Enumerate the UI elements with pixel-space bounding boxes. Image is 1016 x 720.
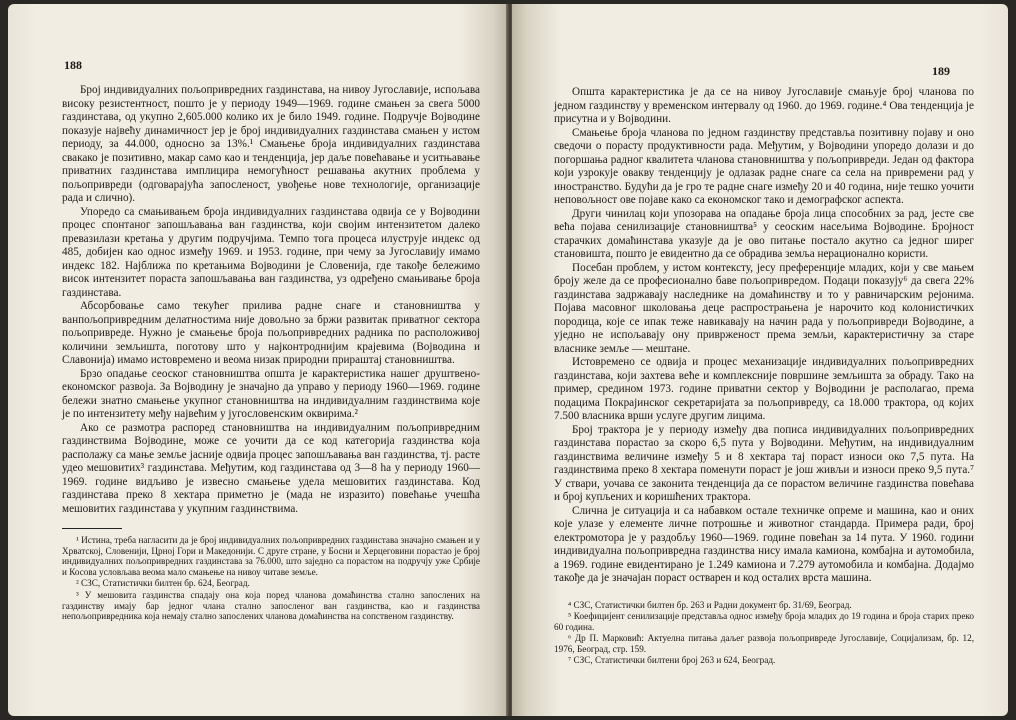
right-paragraph-5: Истовремено се одвија и процес механизације индивидуалних пољопривредних газдинстава, који захтева веће и комплексније површине земљишта за обраду. Тако на пример, средином 1973. године приватни сектор у Војводини је располагао, према подацима Покрајинског секретаријата за пољопривреду, са 18.000 трактора, од којих 7.500 власника врши услуге другим лицима. (554, 356, 974, 422)
left-page-body (62, 84, 480, 623)
left-paragraph-1: Број индивидуалних пољопривредних газдинстава, на нивоу Југославије, испољава високу резистентност, пошто је у периоду 1949—1969. године смањен за свега 5000 газдинстава, од укупно 2,605.000 колико их је било 1949. године. Подручје Војводине показује највећу динамичност јер је број индивидуалних газдинстава смањен у истом периоду, за 44.000, односно за 13%.¹ Смањење броја индивидуалних газдинстава свакако је позитивно, макар само као и тенденција, јер даље повећавање и уситњавање приватних газдинстава имплицира немогућност решавања акутних проблема у пољопривреди (одговарајућа запосленост, увођење нове технологије, организације рада и слично). (62, 84, 480, 204)
footnote-5: ⁵ Коефицијент сенилизације представља однос између броја младих до 19 година и броја старих преко 60 година. (554, 611, 974, 632)
right-footnotes (554, 600, 974, 667)
footnote-7: ⁷ СЗС, Статистички билтени број 263 и 624, Београд. (568, 655, 776, 666)
right-paragraph-3: Други чинилац који упозорава на опадање броја лица способних за рад, јесте све већа појава сенилизације становништва⁵ у сеоским насељима Војводине. Бројност старачких домаћинстава указује да је ово питање постало акутно са једног ширег становишта, пошто је евидентно да се обрадива земља нерационално користи. (554, 207, 974, 260)
footnote-2: ² СЗС, Статистички билтен бр. 624, Београд. (76, 578, 250, 589)
right-paragraph-1: Општа карактеристика је да се на нивоу Југославије смањује број чланова по једном газдинству у временском интервалу од 1960. до 1969. године.⁴ Ова тенденција је присутна и у Војводини. (554, 86, 974, 125)
right-page-body (554, 86, 974, 667)
page-number-left: 188 (64, 58, 82, 72)
left-paragraph-5: Ако се размотра распоред становништва на индивидуалним пољопривредним газдинствима Војводине, може се уочити да се код категорија газдинства која располажу са мање земље јасније одвија процес запошљавања ван газдинства, тј. расте удео мешовитих³ газдинстава. Међутим, код газдинстава од 3—8 ha у периоду 1960—1969. године видљиво је извесно смањење удела мешовитих газдинстава. Код газдинстава преко 8 хектара приметно је (мада не изразито) повећање учешћа мешовитих газдинстава у укупним газдинствима. (62, 421, 480, 515)
footnote-3: ³ У мешовита газдинства спадају она која поред чланова домаћинства стално запослених на газдинству имају бар једног члана стално запосленог ван газдинства, као и газдинства непољопривредника која немају стално запослених чланова домаћинства на сопственом газдинству. (62, 589, 480, 622)
right-paragraph-4: Посебан проблем, у истом контексту, јесу преференције младих, који у све мањем броју желе да се професионално баве пољопривредом. Подаци показују⁶ да свега 22% газдинстава задржавају наследнике на домаћинству и то у равничарским рејонима. Појава масовног школовања деце распрострањена је нарочито код колонистичких породица, које се ипак теже навикавају на начин рада у пољопривреди Војводине, а уједно не испољавају ону привржeност према земљи, карактеристичну за старе власнике земље — мештане. (554, 261, 974, 355)
left-footnotes (62, 535, 480, 622)
right-paragraph-6: Број трактора је у периоду између два пописа индивидуалних пољопривредних газдинстава порастао за скоро 6,5 пута у Војводини. Међутим, на индивидуалним газдинствима величине између 5 и 8 хектара тај пораст износи око 7,5 пута. На газдинствима преко 8 хектара поменути пораст је још живљи и износи преко 9,5 пута.⁷ У ствари, уочава се законита тенденција да се порастом величине газдинства повећава и број купљених и коришћених трактора. (554, 423, 974, 503)
book-spread (8, 4, 1008, 716)
left-page (8, 4, 508, 716)
footnote-4: ⁴ СЗС, Статистички билтен бр. 263 и Радни документ бр. 31/69, Београд. (568, 599, 852, 610)
footnote-rule (62, 528, 122, 529)
left-paragraph-2: Упоредо са смањивањем броја индивидуалних газдинстава одвија се у Војводини процес спонтаног запошљавања ван газдинства, који својим интензитетом далеко превазилази кретања у другим подручјима. Темпо тога процеса илуструје индекс од 485, добијен као однос између 1969. и 1953. године, при чему за Југославију имамо индекс 182. Најближа по кретањима Војводини је Словенија, где такође бележимо висок интензитет пораста запошљавања ван газдинства, уз одређено смањивање броја газдинстава. (62, 205, 480, 299)
right-paragraph-7: Слична је ситуација и са набавком остале техничке опреме и машина, као и оних које улазе у елементе личне потрошње и животног стандарда. Примера ради, број електромотора је у раздобљу 1960—1969. године повећан за 14 пута. У 1960. години индивидуална пољопривредна газдинства нису имала камиона, комбајна и аутомобила, а 1969. године евидентирано је 1.249 камиона и 7.279 аутомобила и комбајна. Додајмо такође да је значајан пораст остварен и код осталих врста машина. (554, 504, 974, 584)
left-paragraph-3: Абсорбовање само текућег прилива радне снаге и становништва у ванпољопривредним делатностима није довољно за бржи развитак приватног сектора пољопривреде. Нужно је смањење броја пољопривредних радника по расположивој количини земљишта, поготову што у најконтроднијим крајевима (Војводина и Славонија) имамо истовремено и веома низак природни прираштај становништва. (62, 300, 480, 366)
page-number-right: 189 (932, 64, 950, 78)
right-paragraph-2: Смањење броја чланова по једном газдинству представља позитивну појаву и оно сведочи о порасту продуктивности рада. Међутим, у Војводини упоредо долази и до погоршања радног квалитета чланова становништва у пољопривреди. Један од фактора који узрокује овакву тенденцију је одлазак радне снаге са села на привремени рад у иностранство. Будући да је гро те радне снаге између 20 и 40 година, није тешко уочити неповољност ове појаве како са економског тако и демографског аспекта. (554, 126, 974, 206)
right-page (512, 4, 1008, 716)
left-paragraph-4: Брзо опадање сеоског становништва општа је карактеристика нашег друштвено-економског развоја. За Војводину је значајно да управо у периоду 1960—1969. године бележи знатно смањење укупног становништва на индивидуалним газдинствима које је по интензитету међу највећим у југословенским оквирима.² (62, 367, 480, 420)
footnote-6: ⁶ Др П. Марковић: Актуелна питања даљег развоја пољопривреде Југославије, Социјализам, бр. 12, 1976, Београд, стр. 159. (554, 633, 974, 654)
footnote-1: ¹ Истина, треба нагласити да је број индивидуалних пољопривредних газдинстава значајно смањен и у Хрватској, Словенији, Црној Гори и Македонији. С друге стране, у Босни и Херцеговини порастао је број индивидуалних пољопривредних газдинстава за 76.000, што заједно са порастом на подручју уже Србије и Косова условљава веома мало смањење на нивоу читаве земље. (62, 535, 480, 577)
